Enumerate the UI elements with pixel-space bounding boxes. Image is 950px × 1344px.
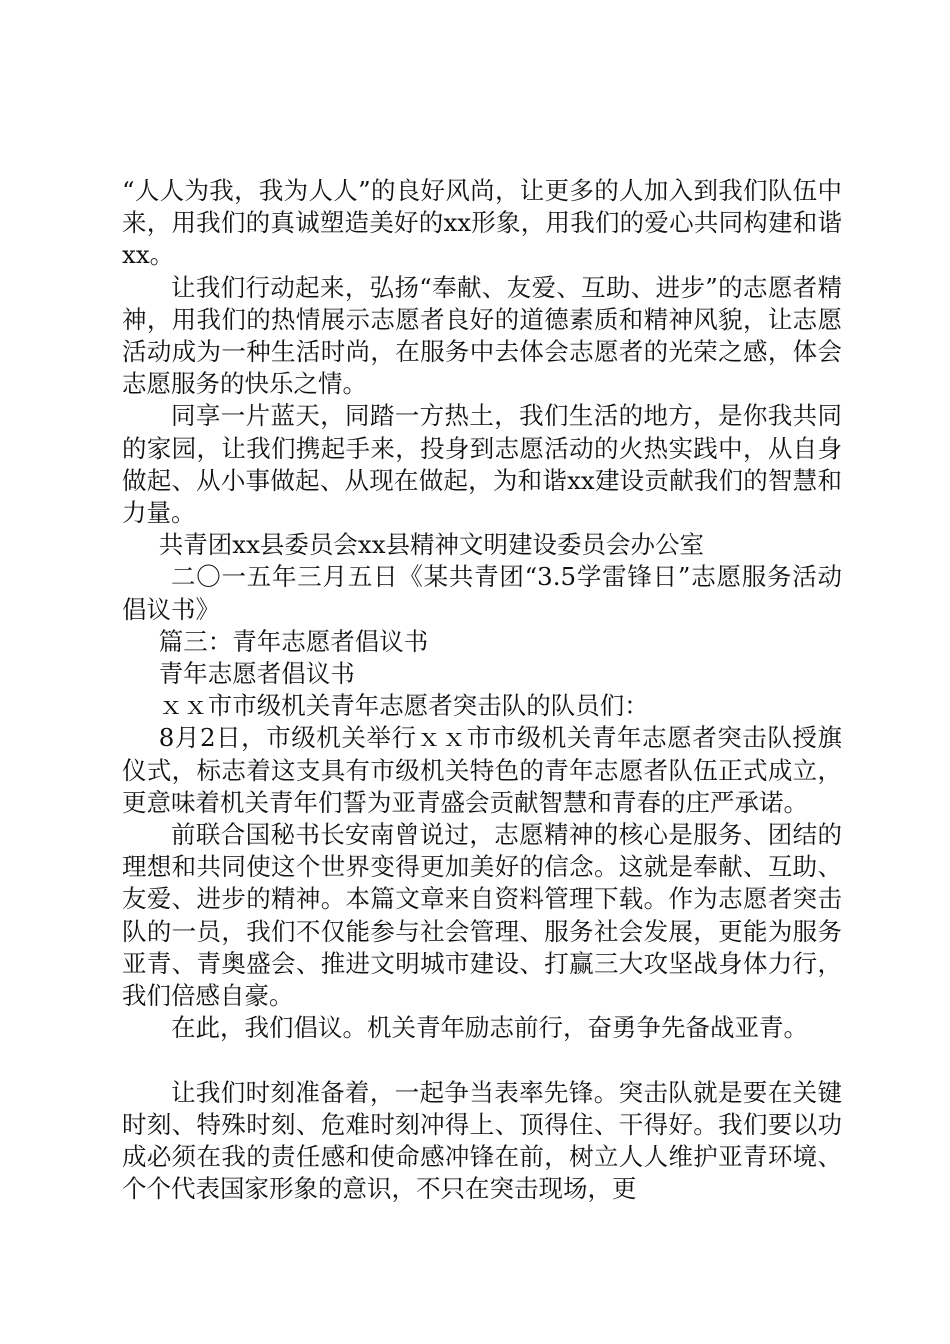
blank-line xyxy=(122,1044,842,1076)
paragraph-proposal: 在此，我们倡议。机关青年励志前行，奋勇争先备战亚青。 xyxy=(171,1013,808,1043)
paragraph-shared-home: 同享一片蓝天，同踏一方热土，我们生活的地方，是你我共同的家园，让我们携起手来，投身到志愿活动的火热实践中，从自身做起、从小事做起、从现在做起，为和谐xx建设贡献我们的智慧和力量。 xyxy=(122,401,842,528)
document-title: 青年志愿者倡议书 xyxy=(158,659,355,689)
section-heading: 篇三：青年志愿者倡议书 xyxy=(158,626,429,656)
document-body xyxy=(122,175,842,1205)
paragraph-action-call: 让我们行动起来，弘扬“奉献、友爱、互助、进步”的志愿者精神，用我们的热情展示志愿者良好的道德素质和精神风貌，让志愿活动成为一种生活时尚，在服务中去体会志愿者的光荣之感，体会志愿服务的快乐之情。 xyxy=(122,272,842,399)
paragraph-volunteer-spirit: 前联合国秘书长安南曾说过，志愿精神的核心是服务、团结的理想和共同使这个世界变得更加美好的信念。这就是奉献、互助、友爱、进步的精神。本篇文章来自资料管理下载。作为志愿者突击队的一员，我们不仅能参与社会管理、服务社会发展，更能为服务亚青、青奥盛会、推进文明城市建设、打赢三大攻坚战身体力行，我们倍感自豪。 xyxy=(122,820,842,1011)
paragraph-be-ready: 让我们时刻准备着，一起争当表率先锋。突击队就是要在关键时刻、特殊时刻、危难时刻冲得上、顶得住、干得好。我们要以功成必须在我的责任感和使命感冲锋在前，树立人人维护亚青环境、个个代表国家形象的意识，不只在突击现场，更 xyxy=(122,1077,842,1204)
salutation: ｘｘ市市级机关青年志愿者突击队的队员们： xyxy=(158,691,649,721)
signature-date-title: 二〇一五年三月五日《某共青团“3.5学雷锋日”志愿服务活动倡议书》 xyxy=(122,562,842,624)
signature-organization: 共青团xx县委员会xx县精神文明建设委员会办公室 xyxy=(158,530,705,560)
paragraph-flag-ceremony: 8月2日，市级机关举行ｘｘ市市级机关青年志愿者突击队授旗仪式，标志着这支具有市级机关特色的青年志愿者队伍正式成立，更意味着机关青年们誓为亚青盛会贡献智慧和青春的庄严承诺。 xyxy=(122,723,842,817)
paragraph-continuation: “人人为我，我为人人”的良好风尚，让更多的人加入到我们队伍中来，用我们的真诚塑造美好的xx形象，用我们的爱心共同构建和谐xx。 xyxy=(122,176,842,270)
